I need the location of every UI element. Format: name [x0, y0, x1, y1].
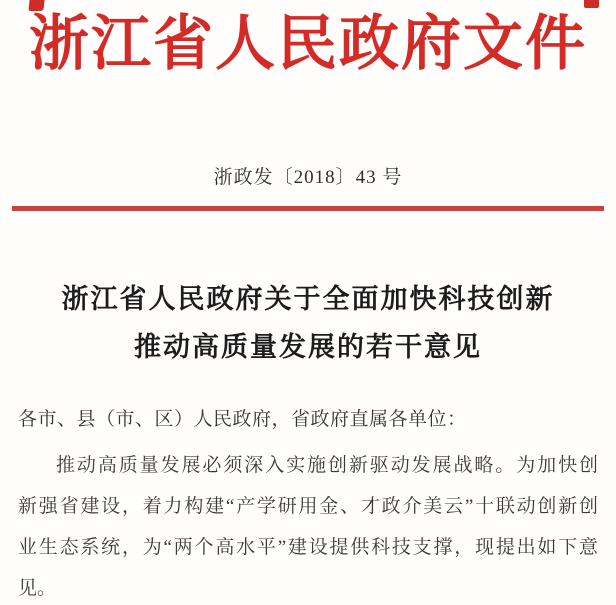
cropped-red-mark-top-right	[584, 0, 599, 8]
body-paragraph	[18, 445, 598, 605]
paragraph-line: 业生态系统，为“两个高水平”建设提供科技支撑，现提出如下意	[18, 537, 598, 558]
paragraph-line: 见。	[18, 578, 57, 599]
letterhead-title: 浙江省人民政府文件	[29, 11, 587, 77]
red-divider-line	[12, 206, 604, 211]
document-title-line2: 推动高质量发展的若干意见	[134, 332, 482, 362]
paragraph-line: 推动高质量发展必须深入实施创新驱动发展战略。为加快创	[56, 455, 598, 476]
paragraph-line: 新强省建设，着力构建“产学研用金、才政介美云”十联动创新创	[18, 496, 598, 517]
document-title-line1: 浙江省人民政府关于全面加快科技创新	[61, 284, 555, 314]
document-title	[0, 275, 616, 371]
salutation-line: 各市、县（市、区）人民政府，省政府直属各单位：	[18, 409, 467, 430]
document-number: 浙政发〔2018〕43 号	[213, 167, 403, 188]
cropped-red-mark-top-left	[28, 0, 44, 11]
